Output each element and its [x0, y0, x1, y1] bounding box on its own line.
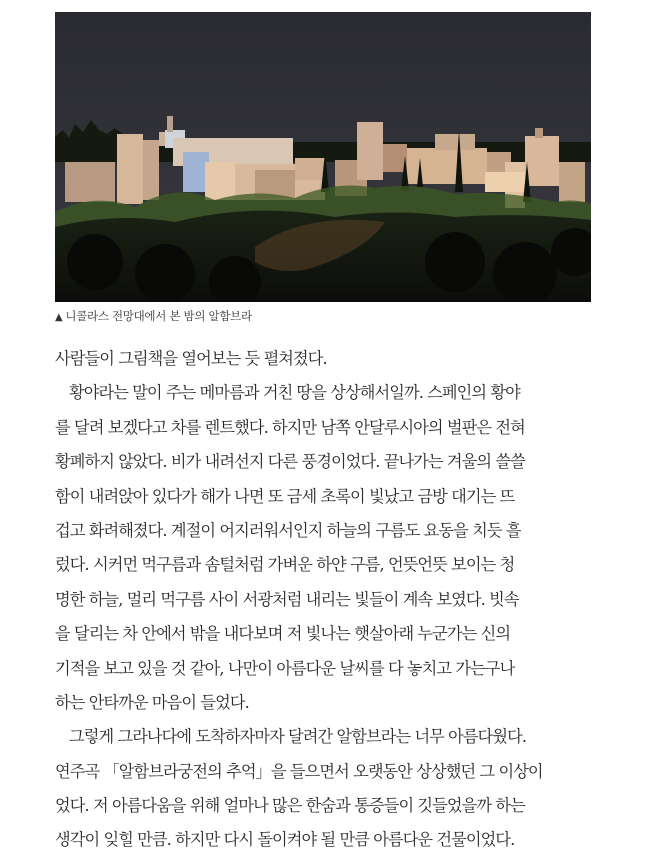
- body-line: 었다. 저 아름다움을 위해 얼마나 많은 한숨과 통증들이 깃들었을까 하는: [55, 796, 525, 816]
- body-line: 연주곡 「알함브라궁전의 추억」을 들으면서 오랫동안 상상했던 그 이상이: [55, 761, 543, 781]
- body-line: 하는 안타까운 마음이 들었다.: [55, 692, 249, 712]
- body-line: 함이 내려앉아 있다가 해가 나면 또 금세 초록이 빛났고 금방 대기는 뜨: [55, 486, 515, 506]
- photo-caption: [55, 308, 615, 324]
- body-line: 명한 하늘, 멀리 먹구름 사이 서광처럼 내리는 빛들이 계속 보였다. 빗속: [55, 589, 519, 609]
- body-line: 생각이 잊힐 만큼. 하지만 다시 돌이켜야 될 만큼 아름다운 건물이었다.: [55, 830, 515, 850]
- body-line: 황폐하지 않았다. 비가 내려선지 다른 풍경이었다. 끝나가는 겨울의 쓸쓸: [55, 452, 525, 472]
- body-line: 겁고 화려해졌다. 계절이 어지러워서인지 하늘의 구름도 요동을 치듯 흘: [55, 520, 521, 540]
- body-line: 기적을 보고 있을 것 같아, 나만이 아름다운 날씨를 다 놓치고 가는구나: [55, 658, 515, 678]
- alhambra-night-photo: [55, 12, 591, 302]
- caption-text: 니콜라스 전망대에서 본 밤의 알함브라: [65, 309, 252, 323]
- body-text: [55, 342, 595, 858]
- body-line: 렀다. 시커먼 먹구름과 솜털처럼 가벼운 하얀 구름, 언뜻언뜻 보이는 청: [55, 555, 515, 575]
- body-line: 을 달리는 차 안에서 밖을 내다보며 저 빛나는 햇살아래 누군가는 신의: [55, 624, 511, 644]
- triangle-marker-icon: ▲: [55, 312, 63, 323]
- body-line: 황야라는 말이 주는 메마름과 거친 땅을 상상해서일까. 스페인의 황야: [69, 383, 520, 403]
- body-line: 사람들이 그림책을 열어보는 듯 펼쳐졌다.: [55, 349, 327, 368]
- body-line: 그렇게 그라나다에 도착하자마자 달려간 알함브라는 너무 아름다웠다.: [69, 727, 527, 747]
- body-line: 를 달려 보겠다고 차를 렌트했다. 하지만 남쪽 안달루시아의 벌판은 전혀: [55, 417, 525, 437]
